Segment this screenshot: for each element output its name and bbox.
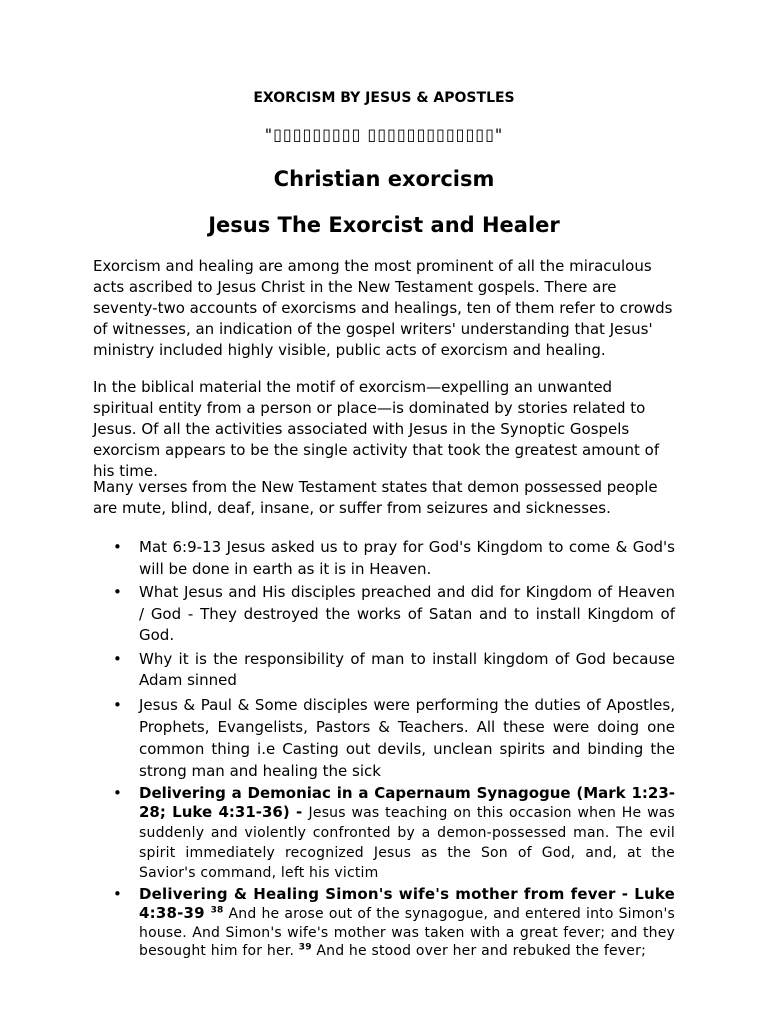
paragraph-verses: Many verses from the New Testament states that demon possessed people are mute, blind, deaf, insane, or suffer from seizures and sicknesses. (93, 478, 658, 517)
list-item (93, 649, 675, 692)
list-item-text: Mat 6:9-13 Jesus asked us to pray for God's Kingdom to come & God's will be done in earth as it is in Heaven. (139, 538, 675, 578)
bullet-list (93, 537, 675, 963)
bullet-icon: • (113, 783, 122, 802)
list-item-text: And he stood over her and rebuked the fever; (311, 943, 646, 959)
list-item-text: What Jesus and His disciples preached and did for Kingdom of Heaven / God - They destroyed the works of Satan and to install Kingdom of God. (139, 583, 675, 644)
list-item-text: And he arose out of the synagogue, and entered into Simon's house. And Simon's wife's mother was taken with a great fever; and they besought him for her. (139, 906, 675, 959)
list-item-heading: Delivering a Demoniac in a Capernaum Synagogue (Mark 1:23-28; Luke 4:31-36) - (139, 783, 675, 821)
paragraph-biblical-material: In the biblical material the motif of exorcism—expelling an unwanted spiritual entity from a person or place—is dominated by stories related to Jesus. Of all the activities associated with Jesus in the Synoptic Gospels exorcism appears to be the single activity that took the greatest amount of his time. (93, 378, 660, 480)
verse-number: 39 (298, 942, 312, 953)
list-item-text: Jesus & Paul & Some disciples were performing the duties of Apostles, Prophets, Evangelists, Pastors & Teachers. All these were doing one common thing i.e Casting out devils, unclean spirits and binding the strong man and healing the sick (139, 695, 675, 780)
list-item (93, 537, 675, 580)
list-item-heading: Delivering & Healing Simon's wife's mother from fever - Luke 4:38-39 (139, 884, 675, 922)
list-item (93, 582, 675, 647)
bullet-icon: • (113, 583, 122, 601)
list-item (93, 694, 675, 782)
list-item-text: Jesus was teaching on this occasion when He was suddenly and violently confronted by a demon-possessed man. The evil spirit immediately recognized Jesus as the Son of God, and, at the Savior's command, left his victim (139, 804, 675, 881)
bullet-icon: • (113, 538, 122, 556)
heading-christian-exorcism: Christian exorcism (273, 167, 495, 191)
paragraph-exorcism-healing: Exorcism and healing are among the most prominent of all the miraculous acts ascribed to Jesus Christ in the New Testament gospels. There are seventy-two accounts of exorcisms and healings, ten of them refer to crowds of witnesses, an indication of the gospel writers' understanding that Jesus' ministry included highly visible, public acts of exorcism and healing. (93, 257, 673, 359)
heading-jesus-exorcist-healer: Jesus The Exorcist and Healer (208, 213, 560, 237)
bullet-icon: • (113, 695, 122, 714)
list-item-text: Why it is the responsibility of man to install kingdom of God because Adam sinned (139, 649, 675, 689)
unrendered-script-title: "▯▯▯▯▯▯▯▯▯ ▯▯▯▯▯▯▯▯▯▯▯▯▯" (264, 125, 504, 144)
bullet-icon: • (113, 884, 123, 903)
list-item (93, 784, 675, 883)
verse-number: 38 (210, 905, 224, 916)
list-item (93, 885, 675, 961)
document-title: EXORCISM BY JESUS & APOSTLES (253, 90, 515, 106)
bullet-icon: • (113, 649, 122, 668)
